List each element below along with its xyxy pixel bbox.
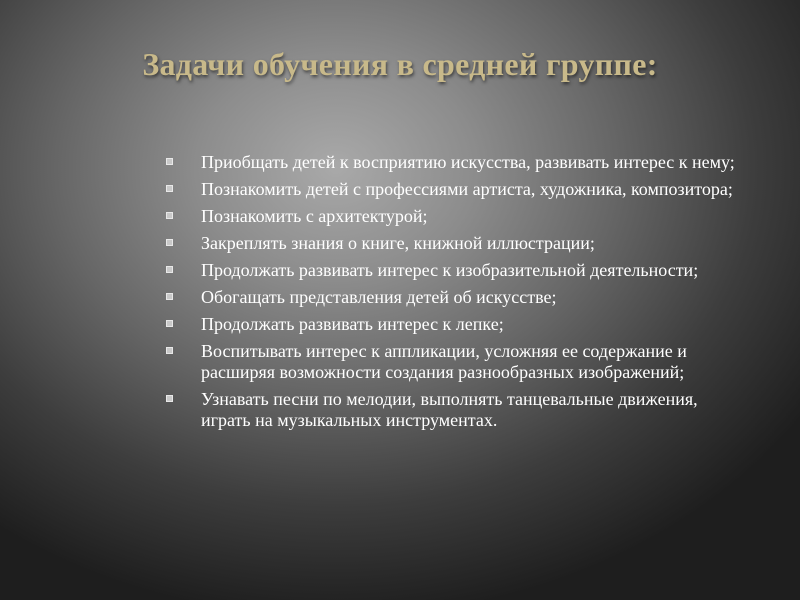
square-bullet-icon [166,212,173,219]
task-list [166,152,736,437]
list-item [166,341,736,383]
slide-title: Задачи обучения в средней группе: [142,46,658,82]
list-item [166,314,736,335]
list-item-text: Познакомить с архитектурой; [201,206,428,226]
list-item [166,389,736,431]
square-bullet-icon [166,395,173,402]
list-item-text: Продолжать развивать интерес к лепке; [201,314,504,334]
list-item [166,233,736,254]
list-item [166,152,736,173]
square-bullet-icon [166,158,173,165]
square-bullet-icon [166,293,173,300]
list-item-text: Закреплять знания о книге, книжной иллюстрации; [201,233,595,253]
square-bullet-icon [166,185,173,192]
list-item-text: Воспитывать интерес к аппликации, усложняя ее содержание и расширяя возможности создания разнообразных изображений; [201,341,687,382]
list-item [166,206,736,227]
list-item-text: Продолжать развивать интерес к изобразительной деятельности; [201,260,699,280]
list-item [166,260,736,281]
square-bullet-icon [166,320,173,327]
list-item-text: Обогащать представления детей об искусстве; [201,287,557,307]
list-item-text: Узнавать песни по мелодии, выполнять танцевальные движения, играть на музыкальных инструментах. [201,389,698,430]
list-item-text: Познакомить детей с профессиями артиста, художника, композитора; [201,179,733,199]
list-item-text: Приобщать детей к восприятию искусства, развивать интерес к нему; [201,152,735,172]
list-item [166,287,736,308]
square-bullet-icon [166,266,173,273]
list-item [166,179,736,200]
square-bullet-icon [166,347,173,354]
square-bullet-icon [166,239,173,246]
